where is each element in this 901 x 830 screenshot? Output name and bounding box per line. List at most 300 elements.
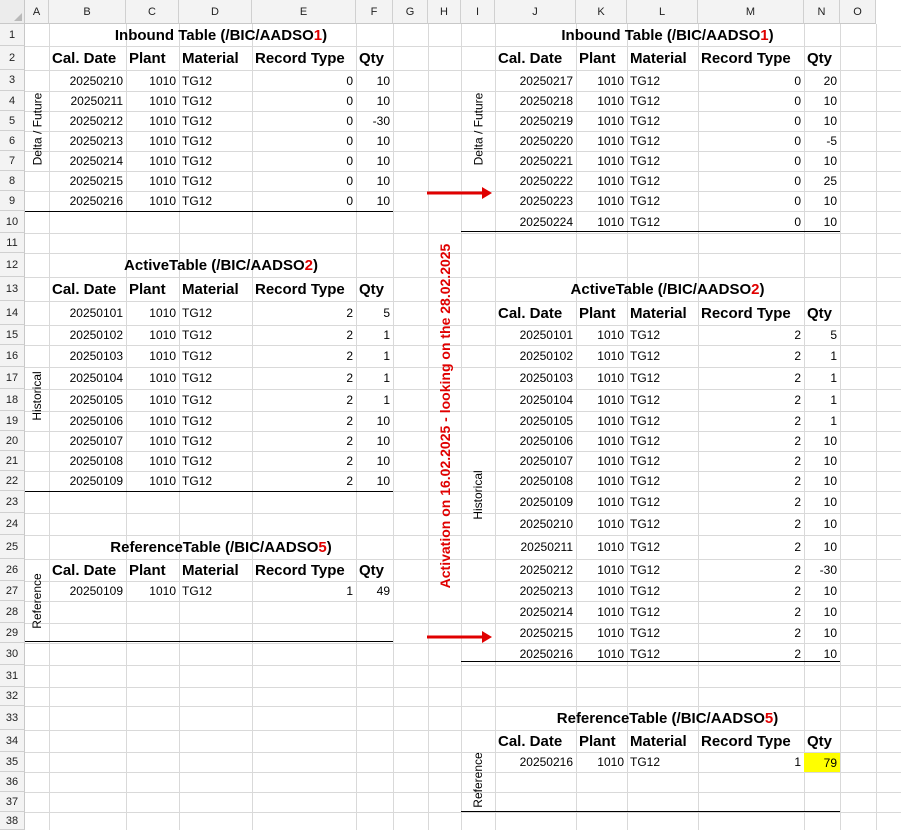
right-active-cell-record_type[interactable]: 2 [794, 434, 801, 448]
left-active-cell-material[interactable]: TG12 [182, 328, 213, 342]
right-active-cell-record_type[interactable]: 2 [794, 454, 801, 468]
left-active-cell-record_type[interactable]: 2 [346, 306, 353, 320]
left-inbound-cell-material[interactable]: TG12 [182, 94, 213, 108]
right-active-cell-record_type[interactable]: 2 [794, 328, 801, 342]
left-inbound-cell-record_type[interactable]: 0 [346, 94, 353, 108]
right-reference-header-material[interactable]: Material [630, 732, 687, 750]
left-active-cell-plant[interactable]: 1010 [149, 434, 176, 448]
left-reference-header-record_type[interactable]: Record Type [255, 561, 345, 579]
left-active-header-record_type[interactable]: Record Type [255, 280, 345, 298]
right-active-cell-qty[interactable]: 1 [830, 414, 837, 428]
right-active-cell-record_type[interactable]: 2 [794, 563, 801, 577]
left-inbound-cell-material[interactable]: TG12 [182, 154, 213, 168]
right-active-cell-qty[interactable]: 10 [823, 540, 837, 554]
left-inbound-cell-plant[interactable]: 1010 [149, 194, 176, 208]
left-active-cell-record_type[interactable]: 2 [346, 454, 353, 468]
left-active-cell-date[interactable]: 20250103 [69, 349, 123, 363]
column-header-O[interactable]: O [840, 0, 876, 24]
right-active-cell-plant[interactable]: 1010 [597, 517, 624, 531]
left-inbound-header-date[interactable]: Cal. Date [52, 49, 117, 67]
right-active-cell-material[interactable]: TG12 [630, 584, 661, 598]
right-active-cell-material[interactable]: TG12 [630, 454, 661, 468]
title-number: 2 [751, 280, 760, 298]
right-active-cell-record_type[interactable]: 2 [794, 605, 801, 619]
right-active-cell-date[interactable]: 20250212 [519, 563, 573, 577]
right-active-cell-plant[interactable]: 1010 [597, 563, 624, 577]
right-active-cell-material[interactable]: TG12 [630, 474, 661, 488]
left-active-cell-material[interactable]: TG12 [182, 393, 213, 407]
right-inbound-cell-material[interactable]: TG12 [630, 134, 661, 148]
left-active-cell-plant[interactable]: 1010 [149, 474, 176, 488]
right-inbound-cell-record_type[interactable]: 0 [794, 215, 801, 229]
left-active-cell-date[interactable]: 20250101 [69, 306, 123, 320]
left-inbound-cell-material[interactable]: TG12 [182, 134, 213, 148]
right-active-cell-plant[interactable]: 1010 [597, 647, 624, 661]
left-reference-cell-qty[interactable]: 49 [376, 584, 390, 598]
left-inbound-cell-date[interactable]: 20250213 [69, 134, 123, 148]
right-active-cell-record_type[interactable]: 2 [794, 414, 801, 428]
title-close: ) [312, 256, 318, 274]
row-header-37[interactable]: 37 [0, 792, 25, 812]
row-header-11[interactable]: 11 [0, 233, 25, 253]
left-inbound-cell-date[interactable]: 20250211 [70, 94, 123, 108]
row-header-12[interactable]: 12 [0, 253, 25, 277]
right-active-cell-qty[interactable]: 10 [823, 517, 837, 531]
right-active-cell-material[interactable]: TG12 [630, 563, 661, 577]
left-inbound-cell-qty[interactable]: 10 [376, 174, 390, 188]
row-header-19[interactable]: 19 [0, 411, 25, 431]
right-active-cell-material[interactable]: TG12 [630, 393, 661, 407]
column-header-H[interactable]: H [428, 0, 461, 24]
left-active-cell-material[interactable]: TG12 [182, 349, 213, 363]
right-active-cell-record_type[interactable]: 2 [794, 393, 801, 407]
left-active-cell-date[interactable]: 20250107 [69, 434, 123, 448]
left-inbound-cell-record_type[interactable]: 0 [346, 134, 353, 148]
right-inbound-cell-date[interactable]: 20250223 [519, 194, 573, 208]
right-reference-header-plant[interactable]: Plant [579, 732, 616, 750]
right-active-cell-date[interactable]: 20250109 [519, 495, 573, 509]
left-active-cell-date[interactable]: 20250104 [69, 371, 123, 385]
row-header-8[interactable]: 8 [0, 171, 25, 191]
right-inbound-cell-record_type[interactable]: 0 [794, 94, 801, 108]
right-active-cell-plant[interactable]: 1010 [597, 605, 624, 619]
right-active-cell-material[interactable]: TG12 [630, 626, 661, 640]
left-inbound-cell-material[interactable]: TG12 [182, 114, 213, 128]
right-active-cell-qty[interactable]: 10 [823, 434, 837, 448]
row-header-18[interactable]: 18 [0, 389, 25, 411]
row-header-17[interactable]: 17 [0, 367, 25, 389]
right-inbound-cell-qty[interactable]: 10 [823, 215, 837, 229]
right-active-cell-date[interactable]: 20250105 [519, 414, 573, 428]
row-header-7[interactable]: 7 [0, 151, 25, 171]
right-active-cell-record_type[interactable]: 2 [794, 474, 801, 488]
left-active-cell-qty[interactable]: 10 [376, 454, 390, 468]
left-inbound-cell-material[interactable]: TG12 [182, 174, 213, 188]
column-header-L[interactable]: L [627, 0, 698, 24]
right-active-cell-date[interactable]: 20250102 [519, 349, 573, 363]
left-inbound-cell-qty[interactable]: 10 [376, 73, 390, 88]
right-inbound-cell-date[interactable]: 20250224 [519, 215, 573, 229]
left-active-cell-date[interactable]: 20250109 [69, 474, 123, 488]
column-header-C[interactable]: C [126, 0, 179, 24]
right-active-cell-date[interactable]: 20250211 [520, 540, 573, 554]
column-header-J[interactable]: J [495, 0, 576, 24]
right-inbound-header-material[interactable]: Material [630, 49, 687, 67]
right-inbound-cell-date[interactable]: 20250220 [519, 134, 573, 148]
row-header-13[interactable]: 13 [0, 277, 25, 301]
row-header-21[interactable]: 21 [0, 451, 25, 471]
right-active-cell-plant[interactable]: 1010 [597, 349, 624, 363]
right-active-cell-date[interactable]: 20250104 [519, 393, 573, 407]
right-inbound-cell-qty[interactable]: 10 [823, 114, 837, 128]
left-inbound-cell-record_type[interactable]: 0 [346, 154, 353, 168]
column-header-D[interactable]: D [179, 0, 252, 24]
right-active-cell-qty[interactable]: 1 [830, 393, 837, 407]
column-header-B[interactable]: B [49, 0, 126, 24]
right-active-cell-date[interactable]: 20250108 [519, 474, 573, 488]
left-active-cell-material[interactable]: TG12 [182, 434, 213, 448]
left-active-cell-record_type[interactable]: 2 [346, 393, 353, 407]
right-active-cell-record_type[interactable]: 2 [794, 647, 801, 661]
right-inbound-cell-qty[interactable]: 20 [823, 73, 837, 88]
right-inbound-header-plant[interactable]: Plant [579, 49, 616, 67]
left-inbound-cell-plant[interactable]: 1010 [149, 114, 176, 128]
left-active-cell-record_type[interactable]: 2 [346, 414, 353, 428]
right-inbound-header-qty[interactable]: Qty [807, 49, 833, 67]
row-header-35[interactable]: 35 [0, 752, 25, 772]
row-header-36[interactable]: 36 [0, 772, 25, 792]
right-inbound-cell-date[interactable]: 20250218 [519, 94, 573, 108]
right-inbound-cell-qty[interactable]: 10 [823, 154, 837, 168]
row-header-1[interactable]: 1 [0, 24, 25, 46]
right-inbound-cell-record_type[interactable]: 0 [794, 194, 801, 208]
left-inbound-cell-date[interactable]: 20250216 [69, 194, 123, 208]
right-inbound-cell-plant[interactable]: 1010 [597, 134, 624, 148]
right-inbound-cell-record_type[interactable]: 0 [794, 134, 801, 148]
column-header-K[interactable]: K [576, 0, 627, 24]
left-reference-header-plant[interactable]: Plant [129, 561, 166, 579]
row-header-27[interactable]: 27 [0, 581, 25, 601]
left-inbound-header-record_type[interactable]: Record Type [255, 49, 345, 67]
right-active-cell-plant[interactable]: 1010 [597, 328, 624, 342]
row-header-22[interactable]: 22 [0, 471, 25, 491]
column-header-G[interactable]: G [393, 0, 428, 24]
right-reference-header-date[interactable]: Cal. Date [498, 732, 563, 750]
left-reference-cell-material[interactable]: TG12 [182, 584, 213, 598]
right-active-cell-material[interactable]: TG12 [630, 647, 661, 661]
left-active-cell-date[interactable]: 20250105 [69, 393, 123, 407]
left-active-side-label: Historical [30, 371, 44, 421]
left-active-cell-date[interactable]: 20250108 [69, 454, 123, 468]
right-active-cell-date[interactable]: 20250103 [519, 371, 573, 385]
row-header-3[interactable]: 3 [0, 70, 25, 91]
column-header-I[interactable]: I [461, 0, 495, 24]
right-inbound-cell-plant[interactable]: 1010 [597, 174, 624, 188]
row-header-16[interactable]: 16 [0, 345, 25, 367]
left-inbound-cell-record_type[interactable]: 0 [346, 174, 353, 188]
right-active-cell-date[interactable]: 20250106 [519, 434, 573, 448]
right-active-header-record_type[interactable]: Record Type [701, 304, 791, 322]
left-inbound-cell-date[interactable]: 20250215 [69, 174, 123, 188]
right-active-cell-qty[interactable]: 5 [830, 328, 837, 342]
left-inbound-cell-date[interactable]: 20250214 [69, 154, 123, 168]
right-active-cell-qty[interactable]: 10 [823, 474, 837, 488]
right-inbound-cell-material[interactable]: TG12 [630, 174, 661, 188]
right-inbound-cell-material[interactable]: TG12 [630, 215, 661, 229]
right-active-cell-material[interactable]: TG12 [630, 517, 661, 531]
right-reference-header-record_type[interactable]: Record Type [701, 732, 791, 750]
right-active-cell-material[interactable]: TG12 [630, 540, 661, 554]
right-inbound-cell-record_type[interactable]: 0 [794, 154, 801, 168]
row-header-28[interactable]: 28 [0, 601, 25, 623]
row-header-5[interactable]: 5 [0, 111, 25, 131]
row-header-38[interactable]: 38 [0, 812, 25, 830]
right-inbound-cell-plant[interactable]: 1010 [597, 215, 624, 229]
column-header-F[interactable]: F [356, 0, 393, 24]
row-header-25[interactable]: 25 [0, 535, 25, 559]
right-active-cell-qty[interactable]: 10 [823, 605, 837, 619]
left-active-cell-plant[interactable]: 1010 [149, 328, 176, 342]
row-header-30[interactable]: 30 [0, 643, 25, 665]
right-inbound-header-date[interactable]: Cal. Date [498, 49, 563, 67]
left-inbound-cell-plant[interactable]: 1010 [149, 73, 176, 88]
right-reference-cell-qty[interactable]: 79 [804, 753, 840, 772]
right-active-cell-plant[interactable]: 1010 [597, 454, 624, 468]
right-inbound-cell-material[interactable]: TG12 [630, 73, 661, 88]
right-inbound-cell-plant[interactable]: 1010 [597, 194, 624, 208]
left-active-cell-record_type[interactable]: 2 [346, 371, 353, 385]
right-active-cell-date[interactable]: 20250213 [519, 584, 573, 598]
left-active-cell-plant[interactable]: 1010 [149, 454, 176, 468]
left-active-cell-material[interactable]: TG12 [182, 414, 213, 428]
right-reference-cell-plant[interactable]: 1010 [597, 755, 624, 769]
title-text: Inbound Table (/BIC/AADSO [114, 26, 314, 44]
left-inbound-cell-date[interactable]: 20250210 [69, 73, 123, 88]
left-active-cell-qty[interactable]: 10 [376, 414, 390, 428]
left-active-cell-qty[interactable]: 1 [383, 349, 390, 363]
left-active-header-material[interactable]: Material [182, 280, 239, 298]
left-inbound-cell-qty[interactable]: -30 [372, 114, 390, 128]
right-active-header-material[interactable]: Material [630, 304, 687, 322]
right-inbound-cell-qty[interactable]: 25 [823, 174, 837, 188]
left-active-cell-qty[interactable]: 10 [376, 474, 390, 488]
left-reference-cell-plant[interactable]: 1010 [149, 584, 176, 598]
right-inbound-cell-plant[interactable]: 1010 [597, 73, 624, 88]
right-inbound-cell-material[interactable]: TG12 [630, 154, 661, 168]
left-inbound-cell-material[interactable]: TG12 [182, 73, 213, 88]
row-header-34[interactable]: 34 [0, 730, 25, 752]
right-active-cell-plant[interactable]: 1010 [597, 414, 624, 428]
right-inbound-cell-material[interactable]: TG12 [630, 194, 661, 208]
left-active-cell-material[interactable]: TG12 [182, 474, 213, 488]
left-inbound-cell-qty[interactable]: 10 [376, 134, 390, 148]
left-inbound-cell-plant[interactable]: 1010 [149, 94, 176, 108]
right-active-cell-date[interactable]: 20250210 [519, 517, 573, 531]
right-inbound-cell-date[interactable]: 20250222 [519, 174, 573, 188]
right-active-header-qty[interactable]: Qty [807, 304, 833, 322]
right-active-cell-material[interactable]: TG12 [630, 349, 661, 363]
right-active-cell-qty[interactable]: 10 [823, 454, 837, 468]
right-inbound-header-record_type[interactable]: Record Type [701, 49, 791, 67]
right-inbound-cell-qty[interactable]: 10 [823, 94, 837, 108]
left-reference-header-material[interactable]: Material [182, 561, 239, 579]
right-active-cell-plant[interactable]: 1010 [597, 626, 624, 640]
right-reference-cell-material[interactable]: TG12 [630, 755, 661, 769]
right-inbound-cell-date[interactable]: 20250221 [519, 154, 573, 168]
right-active-header-plant[interactable]: Plant [579, 304, 616, 322]
right-active-cell-record_type[interactable]: 2 [794, 371, 801, 385]
left-active-cell-plant[interactable]: 1010 [149, 371, 176, 385]
left-active-header-date[interactable]: Cal. Date [52, 280, 117, 298]
right-active-cell-material[interactable]: TG12 [630, 605, 661, 619]
right-active-cell-material[interactable]: TG12 [630, 371, 661, 385]
left-inbound-cell-qty[interactable]: 10 [376, 94, 390, 108]
right-active-cell-material[interactable]: TG12 [630, 328, 661, 342]
left-active-cell-qty[interactable]: 1 [383, 371, 390, 385]
column-header-A[interactable]: A [25, 0, 49, 24]
left-active-header-qty[interactable]: Qty [359, 280, 385, 298]
right-active-cell-record_type[interactable]: 2 [794, 584, 801, 598]
left-active-cell-plant[interactable]: 1010 [149, 349, 176, 363]
left-active-cell-material[interactable]: TG12 [182, 306, 213, 320]
row-header-24[interactable]: 24 [0, 513, 25, 535]
right-reference-cell-date[interactable]: 20250216 [519, 755, 573, 769]
right-inbound-cell-record_type[interactable]: 0 [794, 73, 801, 88]
right-active-cell-record_type[interactable]: 2 [794, 349, 801, 363]
right-reference-cell-record_type[interactable]: 1 [794, 755, 801, 769]
column-header-E[interactable]: E [252, 0, 356, 24]
right-active-cell-date[interactable]: 20250216 [519, 647, 573, 661]
left-active-header-plant[interactable]: Plant [129, 280, 166, 298]
left-reference-cell-date[interactable]: 20250109 [69, 584, 123, 598]
right-active-cell-record_type[interactable]: 2 [794, 626, 801, 640]
left-inbound-cell-material[interactable]: TG12 [182, 194, 213, 208]
row-header-32[interactable]: 32 [0, 687, 25, 706]
row-header-10[interactable]: 10 [0, 211, 25, 233]
left-reference-header-date[interactable]: Cal. Date [52, 561, 117, 579]
right-inbound-cell-record_type[interactable]: 0 [794, 174, 801, 188]
right-active-cell-plant[interactable]: 1010 [597, 434, 624, 448]
left-active-cell-plant[interactable]: 1010 [149, 414, 176, 428]
right-active-cell-date[interactable]: 20250215 [519, 626, 573, 640]
right-reference-side-label: Reference [471, 752, 485, 808]
left-active-cell-record_type[interactable]: 2 [346, 434, 353, 448]
row-header-31[interactable]: 31 [0, 665, 25, 687]
right-inbound-cell-date[interactable]: 20250219 [519, 114, 573, 128]
left-reference-header-qty[interactable]: Qty [359, 561, 385, 579]
row-header-2[interactable]: 2 [0, 46, 25, 70]
right-active-cell-date[interactable]: 20250214 [519, 605, 573, 619]
right-inbound-cell-date[interactable]: 20250217 [519, 73, 573, 88]
right-active-cell-plant[interactable]: 1010 [597, 540, 624, 554]
left-inbound-cell-record_type[interactable]: 0 [346, 194, 353, 208]
left-active-cell-record_type[interactable]: 2 [346, 474, 353, 488]
right-active-cell-date[interactable]: 20250107 [519, 454, 573, 468]
left-active-cell-record_type[interactable]: 2 [346, 349, 353, 363]
title-text: ActiveTable (/BIC/AADSO [570, 280, 752, 298]
left-active-cell-record_type[interactable]: 2 [346, 328, 353, 342]
left-inbound-cell-record_type[interactable]: 0 [346, 114, 353, 128]
right-active-cell-material[interactable]: TG12 [630, 414, 661, 428]
row-header-26[interactable]: 26 [0, 559, 25, 581]
right-active-cell-plant[interactable]: 1010 [597, 474, 624, 488]
right-active-header-date[interactable]: Cal. Date [498, 304, 563, 322]
right-active-cell-qty[interactable]: 1 [830, 371, 837, 385]
left-active-cell-qty[interactable]: 5 [383, 306, 390, 320]
row-header-15[interactable]: 15 [0, 325, 25, 345]
row-header-20[interactable]: 20 [0, 431, 25, 451]
left-reference-cell-record_type[interactable]: 1 [346, 584, 353, 598]
right-inbound-cell-material[interactable]: TG12 [630, 94, 661, 108]
right-active-cell-qty[interactable]: 10 [823, 647, 837, 661]
left-active-cell-material[interactable]: TG12 [182, 454, 213, 468]
right-active-cell-plant[interactable]: 1010 [597, 393, 624, 407]
left-inbound-cell-plant[interactable]: 1010 [149, 134, 176, 148]
right-active-cell-qty[interactable]: 1 [830, 349, 837, 363]
left-inbound-cell-qty[interactable]: 10 [376, 194, 390, 208]
right-active-cell-qty[interactable]: -30 [819, 563, 837, 577]
right-active-cell-qty[interactable]: 10 [823, 626, 837, 640]
right-active-cell-plant[interactable]: 1010 [597, 495, 624, 509]
row-header-29[interactable]: 29 [0, 623, 25, 643]
right-inbound-cell-plant[interactable]: 1010 [597, 154, 624, 168]
right-active-cell-material[interactable]: TG12 [630, 434, 661, 448]
right-reference-header-qty[interactable]: Qty [807, 732, 833, 750]
left-inbound-cell-record_type[interactable]: 0 [346, 73, 353, 88]
left-active-cell-qty[interactable]: 10 [376, 434, 390, 448]
left-active-cell-date[interactable]: 20250106 [69, 414, 123, 428]
row-header-14[interactable]: 14 [0, 301, 25, 325]
right-active-cell-date[interactable]: 20250101 [519, 328, 573, 342]
left-active-cell-qty[interactable]: 1 [383, 393, 390, 407]
row-header-6[interactable]: 6 [0, 131, 25, 151]
left-reference-side-label: Reference [30, 573, 44, 629]
left-active-cell-plant[interactable]: 1010 [149, 306, 176, 320]
row-header-9[interactable]: 9 [0, 191, 25, 211]
column-header-N[interactable]: N [804, 0, 840, 24]
right-inbound-cell-material[interactable]: TG12 [630, 114, 661, 128]
left-active-cell-qty[interactable]: 1 [383, 328, 390, 342]
left-inbound-header-qty[interactable]: Qty [359, 49, 385, 67]
left-inbound-cell-plant[interactable]: 1010 [149, 174, 176, 188]
right-inbound-cell-plant[interactable]: 1010 [597, 114, 624, 128]
right-inbound-cell-qty[interactable]: 10 [823, 194, 837, 208]
left-inbound-header-plant[interactable]: Plant [129, 49, 166, 67]
left-active-cell-material[interactable]: TG12 [182, 371, 213, 385]
row-header-23[interactable]: 23 [0, 491, 25, 513]
right-active-cell-plant[interactable]: 1010 [597, 371, 624, 385]
right-inbound-cell-qty[interactable]: -5 [826, 134, 837, 148]
left-inbound-cell-date[interactable]: 20250212 [69, 114, 123, 128]
right-inbound-cell-record_type[interactable]: 0 [794, 114, 801, 128]
row-header-4[interactable]: 4 [0, 91, 25, 111]
left-inbound-cell-qty[interactable]: 10 [376, 154, 390, 168]
right-active-cell-qty[interactable]: 10 [823, 584, 837, 598]
left-inbound-cell-plant[interactable]: 1010 [149, 154, 176, 168]
left-inbound-header-material[interactable]: Material [182, 49, 239, 67]
row-header-33[interactable]: 33 [0, 706, 25, 730]
right-active-cell-plant[interactable]: 1010 [597, 584, 624, 598]
right-inbound-cell-plant[interactable]: 1010 [597, 94, 624, 108]
column-header-M[interactable]: M [698, 0, 804, 24]
right-active-cell-material[interactable]: TG12 [630, 495, 661, 509]
left-active-cell-plant[interactable]: 1010 [149, 393, 176, 407]
left-active-cell-date[interactable]: 20250102 [69, 328, 123, 342]
right-active-cell-record_type[interactable]: 2 [794, 540, 801, 554]
right-active-cell-record_type[interactable]: 2 [794, 495, 801, 509]
right-active-cell-qty[interactable]: 10 [823, 495, 837, 509]
right-active-cell-record_type[interactable]: 2 [794, 517, 801, 531]
